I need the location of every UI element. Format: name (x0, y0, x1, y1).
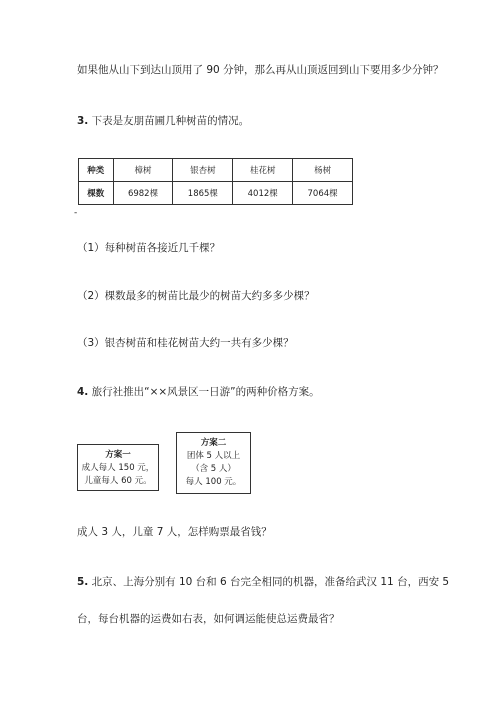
plan-2-line-3: 每人 100 元。 (185, 477, 242, 487)
plan-1-box (77, 444, 159, 491)
table-header-cell: 种类 (79, 159, 114, 182)
table-row (79, 182, 353, 205)
plan-2-line-2: （含 5 人） (191, 464, 236, 474)
table-header-cell: 樟树 (113, 159, 173, 182)
question-5-text-1: 北京、上海分别有 10 台和 6 台完全相同的机器，准备给武汉 11 台，西安 5 (91, 576, 450, 588)
plan-2-box (176, 432, 251, 494)
plan-1-line-2: 儿童每人 60 元。 (84, 476, 152, 486)
question-5-line-1 (77, 574, 449, 589)
question-5-number: 5. (77, 576, 89, 588)
table-cell: 6982棵 (113, 182, 173, 205)
question-3-number: 3. (77, 115, 89, 127)
table-cell: 棵数 (79, 182, 114, 205)
question-3-sub-2: （2）棵数最多的树苗比最少的树苗大约多多少棵？ (77, 290, 315, 302)
question-3-sub-1: （1）每种树苗各接近几千棵？ (77, 242, 221, 254)
table-cell: 4012棵 (233, 182, 293, 205)
question-4-number: 4. (77, 386, 89, 398)
question-4-heading (77, 384, 320, 399)
tree-seedling-table (78, 158, 353, 205)
plan-2-title: 方案二 (200, 438, 227, 448)
table-cell: 1865棵 (173, 182, 233, 205)
question-3-sub-3: （3）银杏树苗和桂花树苗大约一共有多少棵？ (77, 337, 294, 349)
question-3-heading (77, 113, 249, 128)
table-cell: 7064棵 (293, 182, 353, 205)
table-header-row (79, 159, 353, 182)
table-header-cell: 杨树 (293, 159, 353, 182)
question-4-text: 旅行社推出“××风景区一日游”的两种价格方案。 (91, 386, 320, 398)
plan-2-line-1: 团体 5 人以上 (186, 451, 241, 461)
stray-mark: - (74, 208, 78, 218)
table-header-cell: 银杏树 (173, 159, 233, 182)
plan-1-line-1: 成人每人 150 元， (81, 463, 155, 473)
plan-1-title: 方案一 (105, 450, 131, 460)
table-header-cell: 桂花树 (233, 159, 293, 182)
intro-text: 如果他从山下到达山顶用了 90 分钟，那么再从山顶返回到山下要用多少分钟？ (77, 64, 444, 76)
question-5-line-2: 台，每台机器的运费如右表，如何调运能使总运费最省？ (77, 613, 340, 625)
question-4-question: 成人 3 人，儿童 7 人，怎样购票最省钱？ (77, 526, 272, 538)
question-3-text: 下表是友朋苗圃几种树苗的情况。 (91, 115, 250, 127)
